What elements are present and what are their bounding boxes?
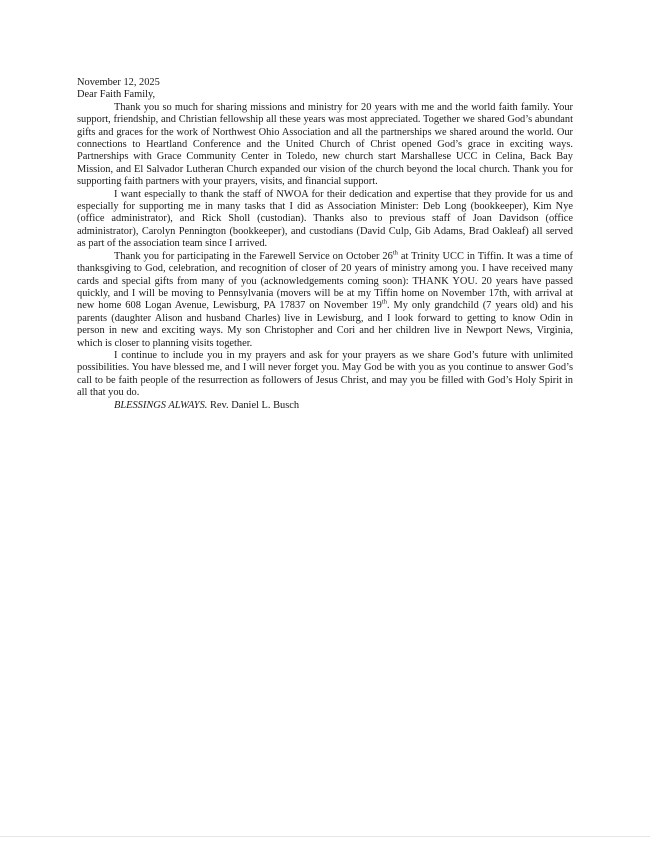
paragraph-3-part-a: Thank you for participating in the Farewell Service on October 26	[114, 250, 393, 262]
superscript-th: th	[392, 249, 398, 257]
letter-salutation: Dear Faith Family,	[77, 89, 156, 101]
page-bottom-edge	[0, 836, 650, 837]
paragraph-3-part-c: . My only grandchild (7 years old) and his parents (daughter Alison and husband Charles) live in Lewisburg, and I look forward to getting to know Odin in person in new and exciting ways. My son Christopher and Cori and her children live in Newport News, Virginia, which is closer to planning visits together.	[77, 300, 573, 349]
paragraph-3	[77, 251, 573, 350]
letter-body	[77, 77, 573, 412]
paragraph-1: Thank you so much for sharing missions and ministry for 20 years with me and the world faith family. Your support, friendship, and Christian fellowship all these years was most appreciated. Together we shared God’s abundant gifts and graces for the work of Northwest Ohio Association and all the partnerships we shared around the world. Our connections to Heartland Conference and the United Church of Christ opened God’s grace in exciting ways. Partnerships with Grace Community Center in Toledo, new church start Marshallese UCC in Celina, Back Bay Mission, and El Salvador Lutheran Church expanded our vision of the church beyond the local church. Thank you for supporting faith partners with your prayers, visits, and financial support.	[77, 101, 573, 188]
closing-blessing: BLESSINGS ALWAYS.	[114, 399, 208, 411]
closing-line	[77, 400, 573, 412]
superscript-th: th	[381, 298, 387, 306]
paragraph-4: I continue to include you in my prayers and ask for your prayers as we share God’s future with unlimited possibilities. You have blessed me, and I will never forget you. May God be with you as you continue to answer God’s call to be faith people of the resurrection as followers of Jesus Christ, and may you be filled with God’s Holy Spirit in all that you do.	[77, 349, 573, 399]
paragraph-3-part-b: at Trinity UCC in Tiffin. It was a time of thanksgiving to God, celebration, and recognition of closer of 20 years of ministry among you. I have received many cards and special gifts from many of you (acknowledgements coming soon): THANK YOU. 20 years have passed quickly, and I will be moving to Pennsylvania (movers will be at my Tiffin home on November 17th, with arrival at new home 608 Logan Avenue, Lewisburg, PA 17837 on November 19	[77, 250, 574, 312]
letter-date: November 12, 2025	[77, 77, 160, 88]
paragraph-2: I want especially to thank the staff of NWOA for their dedication and expertise that they provide for us and especially for supporting me in many tasks that I did as Association Minister: Deb Long (bookkeeper), Kim Nye (office administrator), and Rick Sholl (custodian). Thanks also to previous staff of Joan Davidson (office administrator), Carolyn Pennington (bookkeeper), and custodians (David Culp, Gib Adams, Brad Oakleaf) all served as part of the association team since I arrived.	[77, 188, 573, 250]
signature-name: Rev. Daniel L. Busch	[207, 399, 300, 411]
